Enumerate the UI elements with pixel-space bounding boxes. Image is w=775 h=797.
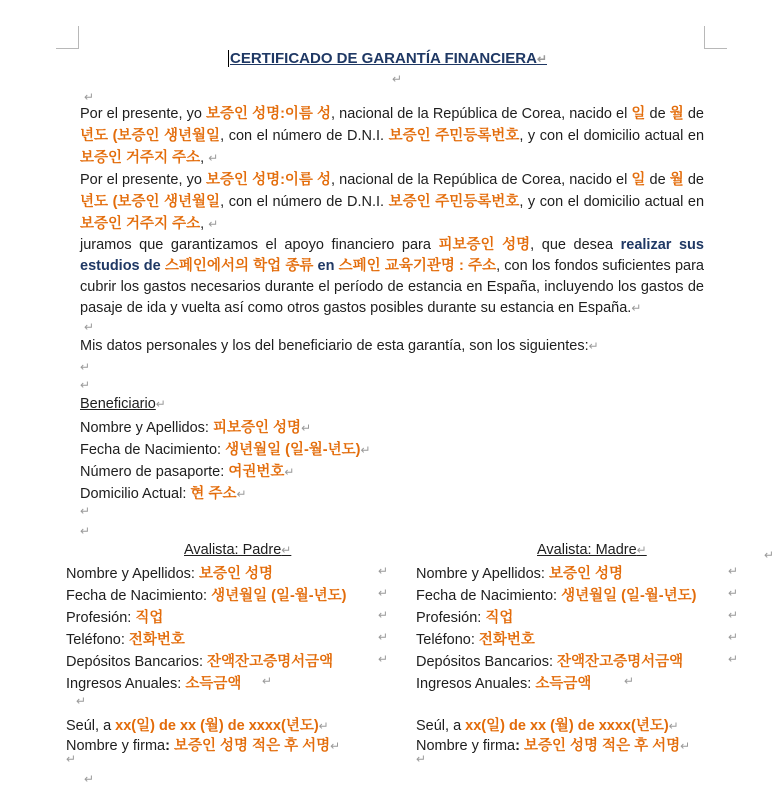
field-value: 직업 [135, 610, 164, 626]
beneficiary-birth-row[interactable] [80, 438, 371, 459]
field-label: Número de pasaporte: [80, 464, 229, 480]
field-value: 생년월일 (일-월-년도) [225, 442, 361, 458]
guarantor-name-placeholder: 보증인 성명:이름 성 [205, 106, 332, 122]
month-placeholder: 월 [669, 172, 684, 188]
father-heading[interactable] [184, 542, 291, 558]
bold-text: en [317, 258, 335, 274]
paragraph-mark: ↵ [84, 320, 95, 334]
father-place-date-row[interactable] [66, 714, 329, 735]
guarantor-paragraph-1[interactable] [80, 103, 704, 169]
paragraph-mark: ↵ [536, 52, 547, 66]
text: de [683, 106, 704, 122]
field-value: 전화번호 [478, 632, 535, 648]
heading-text: Beneficiario [80, 396, 156, 412]
field-label: Ingresos Anuales: [416, 676, 536, 692]
text-cursor [228, 50, 229, 67]
title-text: CERTIFICADO DE GARANTÍA FINANCIERA [230, 50, 537, 67]
paragraph-mark: ↵ [284, 465, 295, 479]
cell-end-mark: ↵ [378, 564, 389, 578]
text: , [200, 150, 205, 166]
paragraph-mark: ↵ [80, 524, 91, 538]
document-title[interactable] [0, 50, 775, 67]
cell-end-mark: ↵ [378, 608, 389, 622]
text: , nacional de la República de Corea, nacido el [331, 106, 632, 122]
cell-end-mark: ↵ [728, 608, 739, 622]
field-label: Fecha de Nacimiento: [416, 588, 562, 604]
paragraph-mark: ↵ [80, 378, 91, 392]
cell-end-mark: ↵ [378, 652, 389, 666]
father-birth-row[interactable] [66, 584, 346, 605]
field-label: Seúl, a [66, 718, 116, 734]
address-placeholder: 보증인 거주지 주소 [80, 216, 201, 232]
father-income-row[interactable] [66, 672, 241, 693]
field-value: 잔액잔고증명서금액 [557, 654, 684, 670]
paragraph-mark: ↵ [236, 487, 247, 501]
study-type-placeholder: 스페인에서의 학업 종류 [160, 258, 318, 274]
field-label: Seúl, a [416, 718, 466, 734]
paragraph-mark: ↵ [631, 301, 642, 315]
father-guarantor-column [66, 540, 406, 790]
day-placeholder: 일 [631, 172, 646, 188]
field-label: Nombre y Apellidos: [80, 420, 213, 436]
text: , y con el domicilio actual en [519, 194, 705, 210]
field-value: 전화번호 [128, 632, 185, 648]
date-placeholder: xx(일) de xx (월) de xxxx(년도) [465, 718, 669, 734]
field-value: 직업 [485, 610, 514, 626]
cell-end-mark: ↵ [624, 674, 635, 688]
heading-text: Avalista: Madre [537, 542, 637, 558]
field-label: Ingresos Anuales: [66, 676, 186, 692]
mother-guarantor-column [416, 540, 756, 790]
guarantor-name-placeholder: 보증인 성명:이름 성 [205, 172, 332, 188]
paragraph-mark: ↵ [84, 772, 95, 786]
page-corner-top-left [56, 26, 79, 49]
paragraph-mark: ↵ [636, 543, 647, 557]
cell-end-mark: ↵ [378, 630, 389, 644]
field-label: Nombre y Apellidos: [416, 566, 549, 582]
heading-text: Avalista: Padre [184, 542, 282, 558]
cell-end-mark: ↵ [728, 586, 739, 600]
year-placeholder: 년도 [80, 128, 109, 144]
paragraph-mark: ↵ [330, 739, 341, 753]
mother-name-row[interactable] [416, 562, 623, 583]
paragraph-mark: ↵ [155, 397, 166, 411]
text: de [683, 172, 704, 188]
id-number-placeholder: 보증인 주민등록번호 [388, 194, 520, 210]
text: de [645, 106, 670, 122]
field-value: 생년월일 (일-월-년도) [561, 588, 697, 604]
cell-end-mark: ↵ [728, 564, 739, 578]
intro-line[interactable] [80, 338, 599, 354]
page-corner-top-right [704, 26, 727, 49]
field-label: Profesión: [66, 610, 136, 626]
cell-end-mark: ↵ [378, 586, 389, 600]
mother-income-row[interactable] [416, 672, 591, 693]
field-label: Teléfono: [416, 632, 479, 648]
mother-signature-row[interactable] [416, 734, 690, 755]
paragraph-mark: ↵ [668, 719, 679, 733]
birthdate-placeholder: (보증인 생년월일 [108, 128, 221, 144]
beneficiary-address-row[interactable] [80, 482, 247, 503]
paragraph-mark: ↵ [80, 504, 91, 518]
row-end-mark: ↵ [764, 548, 775, 562]
paragraph-mark: ↵ [360, 443, 371, 457]
father-signature-row[interactable] [66, 734, 340, 755]
day-placeholder: 일 [631, 106, 646, 122]
bold-text: realizar sus estudios de [80, 237, 704, 274]
paragraph-mark: ↵ [680, 739, 691, 753]
month-placeholder: 월 [669, 106, 684, 122]
field-label: Domicilio Actual: [80, 486, 191, 502]
field-value: 보증인 성명 [198, 566, 274, 582]
paragraph-mark: ↵ [301, 421, 312, 435]
father-job-row[interactable] [66, 606, 163, 627]
field-label: Nombre y firma [66, 738, 166, 754]
field-value: 소득금액 [185, 676, 242, 692]
field-label: Nombre y Apellidos: [66, 566, 199, 582]
intro-text: Mis datos personales y los del beneficiario de esta garantía, son los siguientes: [80, 338, 589, 354]
field-value: 현 주소 [190, 486, 237, 502]
paragraph-mark: ↵ [208, 151, 219, 165]
text: Por el presente, yo [80, 172, 206, 188]
paragraph-mark: ↵ [80, 360, 91, 374]
text: , y con el domicilio actual en [519, 128, 705, 144]
mother-birth-row[interactable] [416, 584, 696, 605]
paragraph-mark: ↵ [76, 694, 87, 708]
field-value: 생년월일 (일-월-년도) [211, 588, 347, 604]
field-label: Depósitos Bancarios: [416, 654, 558, 670]
text: , con el número de D.N.I. [220, 194, 389, 210]
id-number-placeholder: 보증인 주민등록번호 [388, 128, 520, 144]
text: , [200, 216, 205, 232]
paragraph-mark: ↵ [281, 543, 292, 557]
cell-end-mark: ↵ [262, 674, 273, 688]
field-value: 잔액잔고증명서금액 [207, 654, 334, 670]
paragraph-mark: ↵ [392, 72, 403, 86]
institution-placeholder: 스페인 교육기관명 : 주소 [334, 258, 497, 274]
date-placeholder: xx(일) de xx (월) de xxxx(년도) [115, 718, 319, 734]
field-label: Profesión: [416, 610, 486, 626]
field-label: Depósitos Bancarios: [66, 654, 208, 670]
text: juramos que garantizamos el apoyo financiero para [80, 237, 439, 253]
mother-phone-row[interactable] [416, 628, 535, 649]
signature-placeholder: 보증인 성명 적은 후 서명 [173, 738, 331, 754]
beneficiary-heading[interactable] [80, 396, 166, 412]
field-value: 여권번호 [228, 464, 285, 480]
birthdate-placeholder: (보증인 생년월일 [108, 194, 221, 210]
paragraph-mark: ↵ [208, 217, 219, 231]
paragraph-mark: ↵ [84, 90, 95, 104]
mother-heading[interactable] [537, 542, 647, 558]
text: , que desea [530, 237, 621, 253]
field-value: 피보증인 성명 [212, 420, 302, 436]
field-label: Fecha de Nacimiento: [66, 588, 212, 604]
cell-end-mark: ↵ [728, 630, 739, 644]
signature-placeholder: 보증인 성명 적은 후 서명 [523, 738, 681, 754]
father-deposit-row[interactable] [66, 650, 333, 671]
text: Por el presente, yo [80, 106, 206, 122]
field-value: 소득금액 [535, 676, 592, 692]
text: , con el número de D.N.I. [220, 128, 389, 144]
field-label: Teléfono: [66, 632, 129, 648]
father-name-row[interactable] [66, 562, 273, 583]
beneficiary-passport-row[interactable] [80, 460, 294, 481]
father-phone-row[interactable] [66, 628, 185, 649]
beneficiary-name-row[interactable] [80, 416, 311, 437]
address-placeholder: 보증인 거주지 주소 [80, 150, 201, 166]
cell-end-mark: ↵ [728, 652, 739, 666]
colon: : [165, 738, 174, 754]
guarantee-statement-paragraph[interactable] [80, 235, 704, 319]
field-label: Fecha de Nacimiento: [80, 442, 226, 458]
text: , con los fondos suficientes para cubrir los gastos necesarios durante el período de estancia en España, incluyendo los gastos de pasaje de ida y vuelta así como otros gastos posibles durante su estancia en España. [80, 258, 704, 316]
paragraph-mark: ↵ [66, 752, 77, 766]
field-value: 보증인 성명 [548, 566, 624, 582]
guarantor-paragraph-2[interactable] [80, 169, 704, 235]
paragraph-mark: ↵ [318, 719, 329, 733]
text: , nacional de la República de Corea, nacido el [331, 172, 632, 188]
mother-deposit-row[interactable] [416, 650, 683, 671]
beneficiary-name-placeholder: 피보증인 성명 [438, 237, 531, 253]
colon: : [515, 738, 524, 754]
mother-place-date-row[interactable] [416, 714, 679, 735]
mother-job-row[interactable] [416, 606, 513, 627]
year-placeholder: 년도 [80, 194, 109, 210]
field-label: Nombre y firma [416, 738, 516, 754]
paragraph-mark: ↵ [588, 339, 599, 353]
paragraph-mark: ↵ [416, 752, 427, 766]
text: de [645, 172, 670, 188]
